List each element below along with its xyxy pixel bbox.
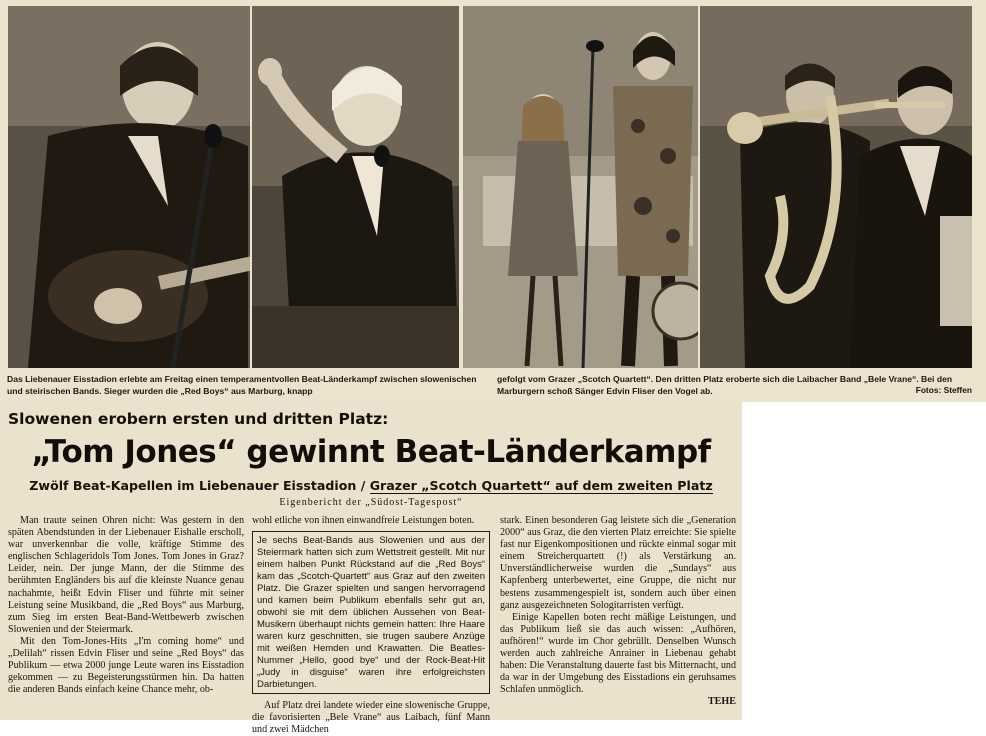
article-subhead [0,478,742,493]
column1-paragraph-1: Man traute seinen Ohren nicht: Was gestern in den späten Abendstunden in der Liebenauer Eishalle erscholl, war unverkennbar die volle, kräftige Stimme des englischen Schlageridols Tom Jones. Tom Jones in Graz? Leider, nein. Der junge Mann, der die Stimme des berühmten Engländers bis auf die kleinste Nuance genau nachahmte, heißt Edvin Fliser und führte mit seiner Leistung seine Musikband, die „Red Boys“ aus Marburg, zum Sieg im ersten Beat-Band-Wettbewerb zwischen Slowenien und der Steiermark. [8,515,244,635]
photo-stage-performers [463,6,698,368]
column1-paragraph-2: Mit den Tom-Jones-Hits „I'm coming home“ und „Delilah“ rissen Edvin Fliser und seine „Red Boys“ das Publikum — etwa 2000 junge Leute waren ins Eisstadion gekommen — zu Begeisterungsstürmen hin. Da hatten die anderen Bands einfach keine Chance mehr, ob- [8,635,244,696]
photo-horn-players [700,6,972,368]
photo-guitarist-singer [8,6,250,368]
article-column-3 [500,515,736,709]
article-signature: TEHE [707,696,736,708]
article-byline: Eigenbericht der „Südost-Tagespost“ [279,497,463,508]
photo-credit: Fotos: Steffen [915,385,972,395]
column2-paragraph-2: Auf Platz drei landete wieder eine slowenische Gruppe, die favorisierten „Bele Vrane“ aus Laibach, fünf Mann und zwei Mädchen [252,700,490,736]
article-column-1 [8,515,244,696]
photo-caption-left: Das Liebenauer Eisstadion erlebte am Freitag einen temperamentvollen Beat-Länderkampf zwischen slowenischen und steirischen Bands. Sieger wurden die „Red Boys“ aus Marburg, knapp [7,374,477,396]
column3-paragraph-2: Einige Kapellen boten recht mäßige Leistungen, und das Publikum ließ sie das auch wissen: „Aufhören, aufhören!“ wurde im Chor gebrüllt. Denselben Wunsch werden auch zahlreiche Anrainer in Liebenau gehabt haben: Die Veranstaltung dauerte fast bis Mitternacht, und da war in der Umgebung des Eisstadions ein geruhsames Schlafen unmöglich. [500,611,736,696]
photo-caption-right: gefolgt vom Grazer „Scotch Quartett“. Den dritten Platz eroberte sich die Laibacher Band „Bele Vrane“. Bei den Marburgern schoß Sänger Edvin Fliser den Vogel ab. [497,374,953,396]
subhead-part1: Zwölf Beat-Kapellen im Liebenauer Eisstadion / [29,478,370,493]
column3-paragraph-1: stark. Einen besonderen Gag leistete sich die „Generation 2000“ aus Graz, die den vierten Platz erreichte: Sie spielte fast nur Eigenkompositionen und rückte einmal sogar mit einem Streicherquartett (!) als Verstärkung an. Unverständlicherweise wurden die „Sundays“ aus Kapfenberg unterbewertet, eine Gruppe, die nicht nur bestens zusammengespielt ist, sondern auch über einen ganz ausgezeichneten Sologitarristen verfügt. [500,515,736,611]
article-headline: „Tom Jones“ gewinnt Beat-Länderkampf [31,434,711,470]
article-column-2 [252,515,490,736]
column2-paragraph-1: wohl etliche von ihnen einwandfreie Leistungen boten. [252,515,475,526]
article-kicker: Slowenen erobern ersten und dritten Platz: [8,410,389,428]
column2-boxed-paragraph: Je sechs Beat-Bands aus Slowenien und aus der Steiermark hatten sich zum Wettstreit gestellt. Mit nur einem halben Punkt Rückstand auf die „Red Boys“ kam das „Scotch-Quartett“ aus Graz auf den zweiten Platz. Die Grazer spielten und sangen hervorragend und kamen beim Publikum ebenfalls sehr gut an, obwohl sie mit dem üblichen Aussehen von Beat-Musikern überhaupt nichts gemein hatten: Ihre Haare waren kurz geschnitten, sie trugen saubere Anzüge mit weißen Hemden und Krawatten. Die Beatles-Nummer „Hello, good bye“ und der Rock-Beat-Hit „Judy in disguise“ waren ihre erfolgreichsten Darbietungen. [252,531,490,694]
photo-singer-microphone [252,6,459,368]
subhead-part2: Grazer „Scotch Quartett“ auf dem zweiten Platz [369,478,713,493]
